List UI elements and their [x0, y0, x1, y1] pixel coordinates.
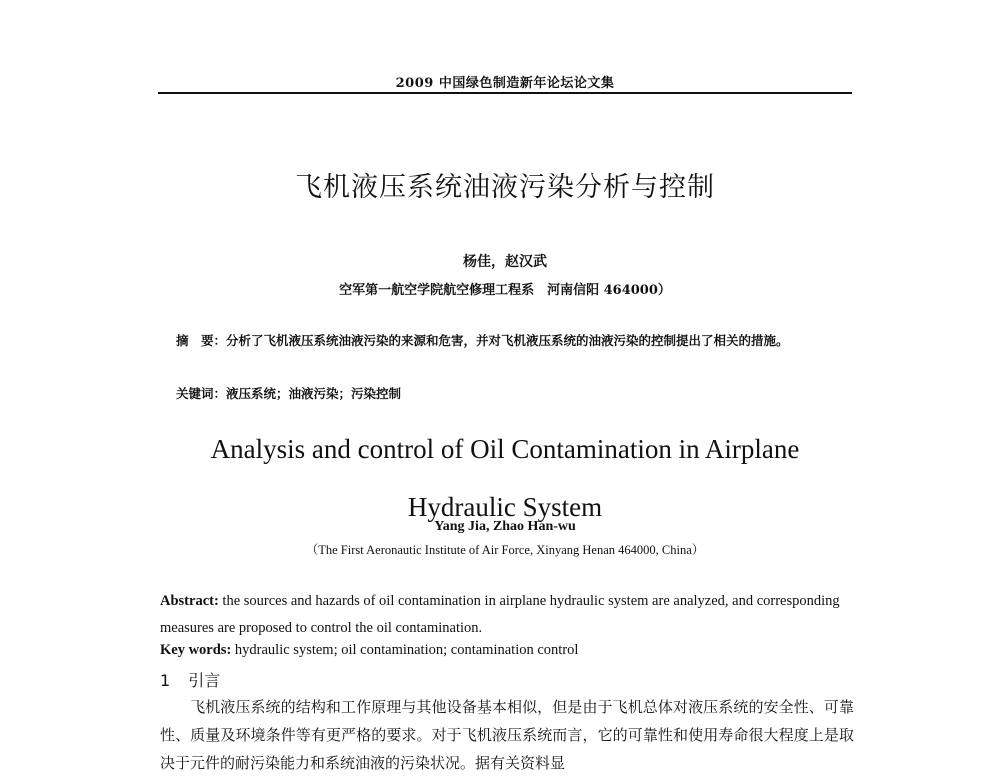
- english-abstract-label: Abstract:: [160, 593, 219, 609]
- english-keywords-label: Key words:: [160, 642, 232, 658]
- chinese-abstract-label: 摘 要：: [176, 333, 227, 348]
- introduction-text: 飞机液压系统的结构和工作原理与其他设备基本相似，但是由于飞机总体对液压系统的安全性、可靠性、质量及环境条件等有更严格的要求。对于飞机液压系统而言，它的可靠性和使用寿命很大程度上是取决于元件的耐污染能力和系统油液的污染状况。据有关资料显: [160, 698, 854, 772]
- english-keywords-text: hydraulic system; oil contamination; contamination control: [234, 642, 579, 658]
- chinese-abstract-text: 分析了飞机液压系统油液污染的来源和危害，并对飞机液压系统的油液污染的控制提出了相关的措施。: [226, 333, 789, 348]
- chinese-affiliation: 空军第一航空学院航空修理工程系 河南信阳 464000）: [339, 283, 671, 298]
- english-abstract: [160, 588, 854, 642]
- english-authors: Yang Jia, Zhao Han-wu: [434, 519, 576, 534]
- chinese-authors: 杨佳，赵汉武: [463, 254, 547, 270]
- chinese-keywords-label: 关键词：: [176, 386, 227, 401]
- section-heading: [160, 668, 854, 691]
- running-header: 2009 中国绿色制造新年论坛论文集: [395, 76, 615, 91]
- chinese-abstract: [160, 328, 854, 354]
- english-title-line-1: Analysis and control of Oil Contamination in Airplane: [210, 434, 800, 464]
- section-title: 引言: [188, 671, 221, 690]
- chinese-title: 飞机液压系统油液污染分析与控制: [295, 172, 715, 203]
- header-rule: [158, 92, 852, 94]
- english-keywords: [160, 642, 854, 659]
- chinese-keywords-text: 液压系统；油液污染；污染控制: [226, 386, 402, 401]
- english-abstract-text: the sources and hazards of oil contamination in airplane hydraulic system are analyzed, and corresponding measures are proposed to control the oil contamination.: [160, 593, 840, 636]
- english-affiliation: （The First Aeronautic Institute of Air Force, Xinyang Henan 464000, China）: [305, 543, 705, 557]
- introduction-paragraph: [160, 693, 854, 777]
- chinese-keywords: [176, 384, 856, 402]
- english-title-line-2: Hydraulic System: [407, 492, 603, 522]
- section-number: 1: [160, 671, 171, 690]
